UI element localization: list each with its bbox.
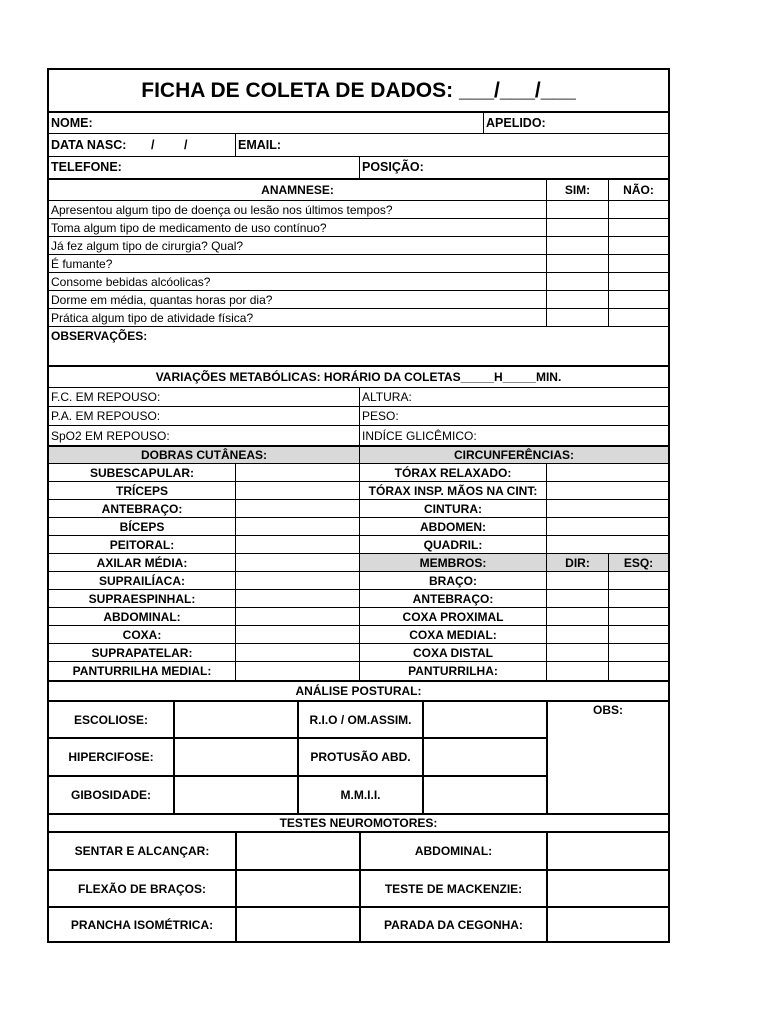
dobra-input[interactable] [235,571,359,589]
neuro-label: PRANCHA ISOMÉTRICA: [49,906,235,941]
postural-label: GIBOSIDADE: [49,775,173,813]
anamnese-question: Dorme em média, quantas horas por dia? [49,290,546,308]
metabolic-header: VARIAÇÕES METABÓLICAS: HORÁRIO DA COLETAS_____H_____MIN. [49,365,668,387]
dir-input[interactable] [546,625,608,643]
esq-input[interactable] [608,643,668,661]
sim-checkbox[interactable] [546,272,608,290]
neuro-label: SENTAR E ALCANÇAR: [49,831,235,869]
postural-input[interactable] [422,737,546,775]
glicemico-field[interactable]: INDÍCE GLICÊMICO: [359,425,668,445]
circ-label: TÓRAX INSP. MÃOS NA CINT: [359,481,546,499]
nao-checkbox[interactable] [608,218,668,236]
nao-checkbox[interactable] [608,272,668,290]
esq-input[interactable] [608,661,668,680]
dobra-input[interactable] [235,625,359,643]
dobra-label: SUPRAESPINHAL: [49,589,235,607]
neuro-input[interactable] [546,906,668,941]
posicao-field[interactable]: POSIÇÃO: [359,156,668,178]
nao-checkbox[interactable] [608,290,668,308]
observacoes-field[interactable]: OBSERVAÇÕES: [49,326,668,365]
sim-checkbox[interactable] [546,236,608,254]
anamnese-header: ANAMNESE: [49,178,546,200]
form-title: FICHA DE COLETA DE DADOS: ___/___/___ [141,79,576,102]
dir-input[interactable] [546,607,608,625]
anamnese-question: Prática algum tipo de atividade física? [49,308,546,326]
nao-checkbox[interactable] [608,254,668,272]
postural-input[interactable] [173,737,297,775]
dobra-label: TRÍCEPS [49,481,235,499]
dobra-label: AXILAR MÉDIA: [49,553,235,571]
sim-checkbox[interactable] [546,290,608,308]
dobra-input[interactable] [235,643,359,661]
dir-input[interactable] [546,589,608,607]
anamnese-question: É fumante? [49,254,546,272]
esq-input[interactable] [608,589,668,607]
dobra-input[interactable] [235,517,359,535]
membro-label: COXA PROXIMAL [359,607,546,625]
dobra-label: SUPRAPATELAR: [49,643,235,661]
data-nasc-label: DATA NASC: [51,137,127,152]
dobra-label: SUBESCAPULAR: [49,463,235,481]
data-collection-form [47,68,670,943]
circ-input[interactable] [546,517,668,535]
esq-input[interactable] [608,625,668,643]
circ-input[interactable] [546,481,668,499]
membro-label: COXA MEDIAL: [359,625,546,643]
pa-field[interactable]: P.A. EM REPOUSO: [49,406,359,425]
circ-header: CIRCUNFERÊNCIAS: [359,445,668,463]
membro-label: PANTURRILHA: [359,661,546,680]
dir-header: DIR: [546,553,608,571]
sim-header: SIM: [546,178,608,200]
neuro-header: TESTES NEUROMOTORES: [49,813,668,831]
dobra-label: SUPRAILÍACA: [49,571,235,589]
sim-checkbox[interactable] [546,200,608,218]
dobra-input[interactable] [235,553,359,571]
neuro-input[interactable] [546,831,668,869]
circ-input[interactable] [546,463,668,481]
postural-label: ESCOLIOSE: [49,700,173,737]
dir-input[interactable] [546,643,608,661]
postural-header: ANÁLISE POSTURAL: [49,680,668,700]
nome-field[interactable]: NOME: [49,111,483,133]
altura-field[interactable]: ALTURA: [359,387,668,406]
dobra-input[interactable] [235,463,359,481]
dir-input[interactable] [546,661,608,680]
circ-label: TÓRAX RELAXADO: [359,463,546,481]
neuro-label: TESTE DE MACKENZIE: [359,869,546,906]
esq-input[interactable] [608,571,668,589]
postural-input[interactable] [173,700,297,737]
dobra-input[interactable] [235,589,359,607]
sim-checkbox[interactable] [546,218,608,236]
postural-input[interactable] [422,700,546,737]
telefone-field[interactable]: TELEFONE: [49,156,359,178]
esq-input[interactable] [608,607,668,625]
postural-input[interactable] [173,775,297,813]
circ-label: ABDOMEN: [359,517,546,535]
neuro-label: FLEXÃO DE BRAÇOS: [49,869,235,906]
neuro-input[interactable] [235,869,359,906]
membro-label: BRAÇO: [359,571,546,589]
email-field[interactable]: EMAIL: [235,133,668,156]
date-slash: / [151,137,155,152]
postural-label: HIPERCIFOSE: [49,737,173,775]
circ-label: CINTURA: [359,499,546,517]
nao-checkbox[interactable] [608,308,668,326]
postural-label: PROTUSÃO ABD. [297,737,422,775]
neuro-input[interactable] [235,831,359,869]
dobras-header: DOBRAS CUTÂNEAS: [49,445,359,463]
circ-input[interactable] [546,499,668,517]
dobra-label: ABDOMINAL: [49,607,235,625]
data-nasc-field[interactable] [49,133,235,156]
dobra-label: BÍCEPS [49,517,235,535]
anamnese-question: Apresentou algum tipo de doença ou lesão nos últimos tempos? [49,200,546,218]
postural-obs-field[interactable]: OBS: [546,700,668,813]
sim-checkbox[interactable] [546,254,608,272]
dobra-input[interactable] [235,535,359,553]
sim-checkbox[interactable] [546,308,608,326]
nao-checkbox[interactable] [608,200,668,218]
dobra-label: PANTURRILHA MEDIAL: [49,661,235,680]
nao-checkbox[interactable] [608,236,668,254]
dobra-input[interactable] [235,481,359,499]
circ-label: QUADRIL: [359,535,546,553]
fc-field[interactable]: F.C. EM REPOUSO: [49,387,359,406]
membros-header: MEMBROS: [359,553,546,571]
neuro-input[interactable] [546,869,668,906]
neuro-input[interactable] [235,906,359,941]
postural-input[interactable] [422,775,546,813]
peso-field[interactable]: PESO: [359,406,668,425]
neuro-label: PARADA DA CEGONHA: [359,906,546,941]
esq-header: ESQ: [608,553,668,571]
membro-label: COXA DISTAL [359,643,546,661]
dobra-label: PEITORAL: [49,535,235,553]
dobra-label: COXA: [49,625,235,643]
dobra-input[interactable] [235,661,359,680]
postural-label: M.M.I.I. [297,775,422,813]
anamnese-question: Já fez algum tipo de cirurgia? Qual? [49,236,546,254]
anamnese-question: Consome bebidas alcóolicas? [49,272,546,290]
anamnese-question: Toma algum tipo de medicamento de uso contínuo? [49,218,546,236]
dobra-input[interactable] [235,607,359,625]
nao-header: NÃO: [608,178,668,200]
dir-input[interactable] [546,571,608,589]
neuro-label: ABDOMINAL: [359,831,546,869]
membro-label: ANTEBRAÇO: [359,589,546,607]
circ-input[interactable] [546,535,668,553]
dobra-input[interactable] [235,499,359,517]
spo2-field[interactable]: SpO2 EM REPOUSO: [49,425,359,445]
postural-label: R.I.O / OM.ASSIM. [297,700,422,737]
date-slash: / [184,137,188,152]
dobra-label: ANTEBRAÇO: [49,499,235,517]
apelido-field[interactable]: APELIDO: [483,111,668,133]
